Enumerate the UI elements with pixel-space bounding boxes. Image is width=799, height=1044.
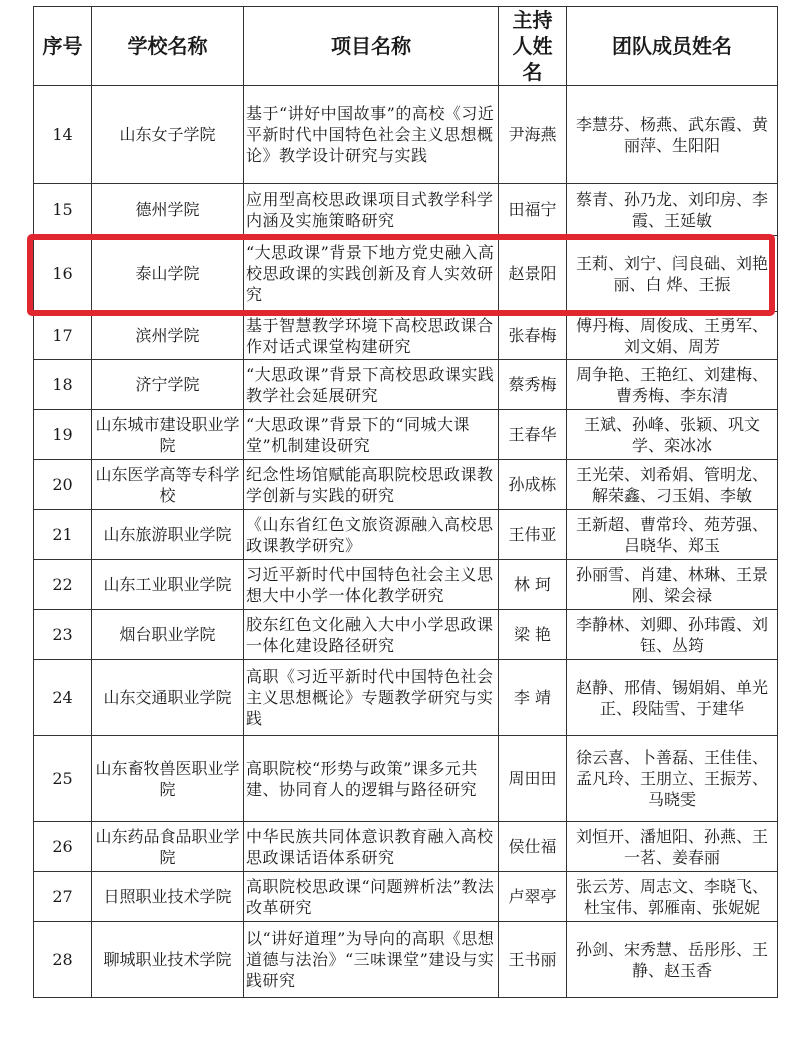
highlight-box [27,234,775,316]
row-school: 烟台职业学院 [92,610,244,660]
table-row [34,312,778,360]
row-host: 侯仕福 [499,822,567,872]
project-table [33,6,778,998]
row-host: 梁 艳 [499,610,567,660]
row-school: 山东交通职业学院 [92,660,244,736]
row-project: 基于“讲好中国故事”的高校《习近平新时代中国特色社会主义思想概论》教学设计研究与实践 [244,86,499,184]
row-school: 山东工业职业学院 [92,560,244,610]
table-row [34,660,778,736]
row-no: 18 [34,360,92,410]
table-row [34,460,778,510]
row-team: 李慧芬、杨燕、武东霞、黄丽萍、生阳阳 [567,86,778,184]
row-school: 日照职业技术学院 [92,872,244,922]
row-school: 济宁学院 [92,360,244,410]
table-row [34,822,778,872]
row-school: 山东旅游职业学院 [92,510,244,560]
row-project: 胶东红色文化融入大中小学思政课一体化建设路径研究 [244,610,499,660]
row-no: 24 [34,660,92,736]
row-host: 周田田 [499,736,567,822]
row-host: 田福宁 [499,184,567,236]
row-host: 卢翠亭 [499,872,567,922]
row-no: 19 [34,410,92,460]
row-project: 基于智慧教学环境下高校思政课合作对话式课堂构建研究 [244,312,499,360]
table-row [34,184,778,236]
row-host: 尹海燕 [499,86,567,184]
header-host: 主持人姓名 [499,7,567,86]
row-project: 纪念性场馆赋能高职院校思政课教学创新与实践的研究 [244,460,499,510]
table-row [34,560,778,610]
row-no: 22 [34,560,92,610]
row-team: 徐云喜、卜善磊、王佳佳、孟凡玲、王朋立、王振芳、马晓雯 [567,736,778,822]
row-project: 《山东省红色文旅资源融入高校思政课教学研究》 [244,510,499,560]
table-row [34,510,778,560]
row-school: 聊城职业技术学院 [92,922,244,998]
row-host: 林 珂 [499,560,567,610]
row-school: 滨州学院 [92,312,244,360]
row-host: 蔡秀梅 [499,360,567,410]
table-row [34,610,778,660]
row-team: 刘恒开、潘旭阳、孙燕、王一茗、姜春丽 [567,822,778,872]
row-school: 山东女子学院 [92,86,244,184]
row-project: 中华民族共同体意识教育融入高校思政课话语体系研究 [244,822,499,872]
header-team: 团队成员姓名 [567,7,778,86]
row-host: 张春梅 [499,312,567,360]
row-team: 蔡青、孙乃龙、刘印房、李霞、王延敏 [567,184,778,236]
table-row [34,410,778,460]
header-no: 序号 [34,7,92,86]
header-project: 项目名称 [244,7,499,86]
table-header-row [34,7,778,86]
row-project: “大思政课”背景下地方党史融入高校思政课的实践创新及育人实效研究 [244,236,499,312]
row-no: 23 [34,610,92,660]
row-team: 赵静、邢倩、锡娟娟、单光正、段陆雪、于建华 [567,660,778,736]
row-team: 孙丽雪、肖建、林琳、王景刚、梁会禄 [567,560,778,610]
row-no: 25 [34,736,92,822]
row-school: 山东畜牧兽医职业学院 [92,736,244,822]
row-team: 王光荣、刘希娟、管明龙、解荣鑫、刁玉娟、李敏 [567,460,778,510]
row-no: 14 [34,86,92,184]
row-no: 20 [34,460,92,510]
table-row [34,86,778,184]
row-no: 16 [34,236,92,312]
row-host: 王伟亚 [499,510,567,560]
row-no: 21 [34,510,92,560]
table-row [34,872,778,922]
row-school: 山东城市建设职业学院 [92,410,244,460]
row-school: 泰山学院 [92,236,244,312]
row-team: 王莉、刘宁、闫良础、刘艳丽、白 烨、王振 [567,236,778,312]
row-host: 王春华 [499,410,567,460]
row-project: 高职院校“形势与政策”课多元共建、协同育人的逻辑与路径研究 [244,736,499,822]
row-project: “大思政课”背景下高校思政课实践教学社会延展研究 [244,360,499,410]
row-team: 孙剑、宋秀慧、岳彤彤、王静、赵玉香 [567,922,778,998]
row-project: “大思政课”背景下的“同城大课堂”机制建设研究 [244,410,499,460]
row-project: 应用型高校思政课项目式教学科学内涵及实施策略研究 [244,184,499,236]
table-row [34,360,778,410]
document-page [33,6,777,998]
row-no: 27 [34,872,92,922]
row-school: 德州学院 [92,184,244,236]
row-host: 李 靖 [499,660,567,736]
row-host: 孙成栋 [499,460,567,510]
row-project: 习近平新时代中国特色社会主义思想大中小学一体化教学研究 [244,560,499,610]
row-no: 26 [34,822,92,872]
row-team: 周争艳、王艳红、刘建梅、曹秀梅、李东清 [567,360,778,410]
row-team: 张云芳、周志文、李晓飞、杜宝伟、郭雁南、张妮妮 [567,872,778,922]
row-team: 王斌、孙峰、张颖、巩文学、栾冰冰 [567,410,778,460]
row-team: 傅丹梅、周俊成、王勇军、刘文娟、周芳 [567,312,778,360]
row-host: 赵景阳 [499,236,567,312]
header-school: 学校名称 [92,7,244,86]
row-school: 山东医学高等专科学校 [92,460,244,510]
row-no: 17 [34,312,92,360]
row-school: 山东药品食品职业学院 [92,822,244,872]
row-no: 15 [34,184,92,236]
row-project: 高职院校思政课“问题辨析法”教法改革研究 [244,872,499,922]
row-project: 以“讲好道理”为导向的高职《思想道德与法治》“三味课堂”建设与实践研究 [244,922,499,998]
row-team: 王新超、曹常玲、苑芳强、吕晓华、郑玉 [567,510,778,560]
table-row [34,736,778,822]
row-project: 高职《习近平新时代中国特色社会主义思想概论》专题教学研究与实践 [244,660,499,736]
row-host: 王书丽 [499,922,567,998]
row-no: 28 [34,922,92,998]
row-team: 李静林、刘卿、孙玮霞、刘钰、丛筠 [567,610,778,660]
table-row [34,922,778,998]
